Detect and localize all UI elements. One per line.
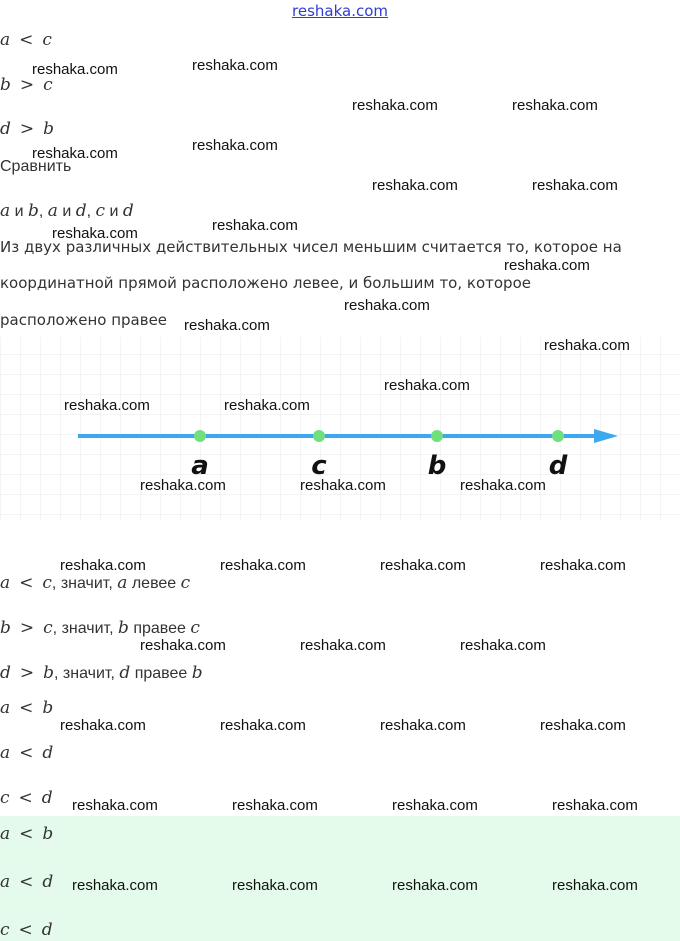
watermark-text: reshaka.com	[460, 477, 546, 494]
site-header-link[interactable]: reshaka.com	[292, 2, 388, 20]
r2-s2: c	[190, 618, 200, 638]
watermark-text: reshaka.com	[212, 217, 298, 234]
r1-s2: c	[180, 573, 191, 593]
point-d-label: d	[548, 451, 568, 481]
given-3-right: b	[43, 119, 55, 139]
explanation-line-3: расположено правее	[0, 311, 168, 329]
watermark-text: reshaka.com	[72, 877, 158, 894]
res1-op: <	[19, 698, 34, 718]
r3-right: b	[43, 663, 55, 683]
watermark-text: reshaka.com	[224, 397, 310, 414]
point-c-marker	[313, 430, 325, 442]
watermark-text: reshaka.com	[460, 637, 546, 654]
watermark-text: reshaka.com	[540, 717, 626, 734]
watermark-text: reshaka.com	[512, 97, 598, 114]
reasoning-line-3	[0, 663, 203, 683]
watermark-text: reshaka.com	[192, 137, 278, 154]
watermark-text: reshaka.com	[232, 797, 318, 814]
r2-s1: b	[118, 618, 129, 638]
watermark-text: reshaka.com	[192, 57, 278, 74]
pair-b: b	[27, 201, 39, 221]
watermark-text: reshaka.com	[552, 877, 638, 894]
watermark-text: reshaka.com	[52, 225, 138, 242]
explanation-line-2: координатной прямой расположено левее, и большим то, которое	[0, 274, 531, 292]
answer-relation-1	[0, 824, 53, 844]
point-d-marker	[552, 430, 564, 442]
given-2-right: c	[43, 75, 53, 95]
r1-right: c	[42, 573, 52, 593]
answer-relation-2	[0, 872, 53, 892]
res3-left: c	[0, 788, 10, 808]
r3-s2: b	[191, 663, 203, 683]
point-b-marker	[431, 430, 443, 442]
given-relation-2	[0, 75, 53, 95]
given-2-left: b	[0, 75, 11, 95]
ans3-op: <	[18, 920, 33, 940]
r3-s1: d	[119, 663, 131, 683]
watermark-text: reshaka.com	[344, 297, 430, 314]
r1-left: a	[0, 573, 11, 593]
reasoning-line-1	[0, 573, 190, 593]
result-relation-1	[0, 698, 53, 718]
pair-a: a	[0, 201, 11, 221]
and-word: и	[57, 203, 76, 220]
watermark-text: reshaka.com	[392, 797, 478, 814]
watermark-text: reshaka.com	[220, 557, 306, 574]
r1-s1: a	[117, 573, 128, 593]
watermark-text: reshaka.com	[532, 177, 618, 194]
watermark-text: reshaka.com	[380, 557, 466, 574]
r2-right: c	[43, 618, 53, 638]
r2-mid: , значит,	[52, 620, 118, 637]
watermark-text: reshaka.com	[540, 557, 626, 574]
res1-right: b	[42, 698, 54, 718]
res2-right: d	[42, 743, 54, 763]
watermark-text: reshaka.com	[184, 317, 270, 334]
point-a-label: a	[191, 451, 209, 481]
r3-mid: , значит,	[54, 665, 120, 682]
point-c-label: c	[311, 451, 327, 481]
pair-d: d	[75, 201, 87, 221]
r1-op: <	[19, 573, 34, 593]
res3-right: d	[41, 788, 53, 808]
ans2-right: d	[42, 872, 54, 892]
given-3-op: >	[19, 119, 35, 139]
separator: ,	[86, 203, 96, 220]
r3-op: >	[19, 663, 35, 683]
res2-left: a	[0, 743, 11, 763]
watermark-text: reshaka.com	[300, 477, 386, 494]
r1-mid: , значит,	[51, 575, 118, 592]
r2-left: b	[0, 618, 11, 638]
task-title: Сравнить	[0, 158, 72, 175]
watermark-text: reshaka.com	[380, 717, 466, 734]
given-relation-3	[0, 119, 54, 139]
pair-c: c	[95, 201, 106, 221]
watermark-text: reshaka.com	[552, 797, 638, 814]
ans1-left: a	[0, 824, 11, 844]
r2-op: >	[19, 618, 35, 638]
given-1-op: <	[19, 30, 34, 50]
ans2-left: a	[0, 872, 11, 892]
res1-left: a	[0, 698, 11, 718]
watermark-text: reshaka.com	[140, 637, 226, 654]
watermark-text: reshaka.com	[372, 177, 458, 194]
point-b-label: b	[427, 451, 447, 481]
given-1-left: a	[0, 30, 11, 50]
watermark-text: reshaka.com	[72, 797, 158, 814]
reasoning-line-2	[0, 618, 200, 638]
task-pairs	[0, 201, 134, 221]
explanation-line-1: Из двух различных действительных чисел меньшим считается то, которое на	[0, 238, 622, 256]
watermark-text: reshaka.com	[300, 637, 386, 654]
res2-op: <	[19, 743, 34, 763]
given-2-op: >	[19, 75, 35, 95]
watermark-text: reshaka.com	[64, 397, 150, 414]
r2-word: правее	[128, 620, 191, 637]
r1-word: левее	[127, 575, 181, 592]
answer-relation-3	[0, 920, 53, 940]
given-relation-1	[0, 30, 52, 50]
watermark-text: reshaka.com	[384, 377, 470, 394]
ans2-op: <	[19, 872, 34, 892]
result-relation-3	[0, 788, 53, 808]
ans3-right: d	[41, 920, 53, 940]
and-word: и	[10, 203, 28, 220]
res3-op: <	[18, 788, 33, 808]
watermark-text: reshaka.com	[392, 877, 478, 894]
watermark-text: reshaka.com	[32, 61, 118, 78]
watermark-text: reshaka.com	[352, 97, 438, 114]
ans3-left: c	[0, 920, 10, 940]
watermark-text: reshaka.com	[232, 877, 318, 894]
ans1-op: <	[19, 824, 34, 844]
point-a-marker	[194, 430, 206, 442]
watermark-text: reshaka.com	[60, 557, 146, 574]
given-1-right: c	[42, 30, 52, 50]
watermark-text: reshaka.com	[220, 717, 306, 734]
watermark-text: reshaka.com	[544, 337, 630, 354]
watermark-text: reshaka.com	[504, 257, 590, 274]
separator: ,	[38, 203, 48, 220]
pair-a: a	[47, 201, 58, 221]
ans1-right: b	[42, 824, 54, 844]
watermark-text: reshaka.com	[140, 477, 226, 494]
r3-word: правее	[130, 665, 192, 682]
watermark-text: reshaka.com	[60, 717, 146, 734]
result-relation-2	[0, 743, 53, 763]
pair-d: d	[122, 201, 134, 221]
and-word: и	[105, 203, 123, 220]
given-3-left: d	[0, 119, 11, 139]
r3-left: d	[0, 663, 11, 683]
watermark-text: reshaka.com	[32, 145, 118, 162]
